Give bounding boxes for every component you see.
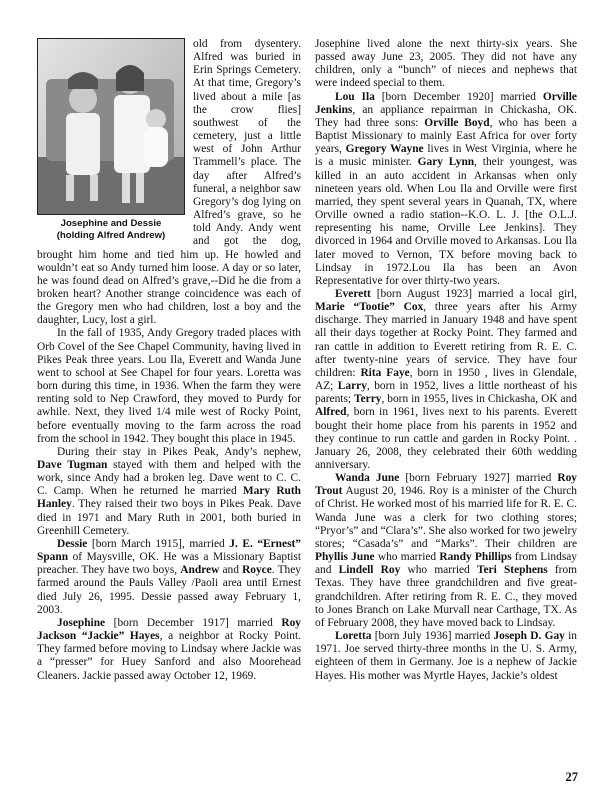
name-lou-ila: Lou Ila bbox=[335, 90, 375, 103]
name-dave-tugman: Dave Tugman bbox=[37, 459, 108, 471]
text-span: , born in 1952, lives a little northeast of his parents; bbox=[315, 380, 578, 406]
text-span: of Maysville, OK. He was a Missionary Baptist preacher. They have two boys, bbox=[37, 551, 301, 577]
photo-figure bbox=[37, 38, 185, 241]
caption-line-2: (holding Alfred Andrew) bbox=[56, 229, 166, 241]
caption-line-1: Josephine and Dessie bbox=[60, 218, 162, 229]
paragraph-josephine bbox=[37, 617, 301, 683]
photo-caption bbox=[37, 218, 185, 241]
paragraph-everett bbox=[315, 288, 577, 472]
name-gregory-wayne: Gregory Wayne bbox=[345, 143, 424, 156]
paragraph-wanda-june bbox=[315, 472, 577, 630]
name-joseph-gay: Joseph D. Gay bbox=[493, 630, 565, 643]
paragraph-loretta bbox=[315, 630, 577, 683]
text-span: in 1971. Joe served thirty-three months in the U. S. Army, eighteen of them in Germany. Joe is a nephew of Jackie Hayes. His mother was Myrtle Hayes, Jackie’s oldest bbox=[315, 630, 577, 682]
text-span: [born July 1936] married bbox=[371, 630, 494, 643]
name-terry: Terry bbox=[354, 393, 382, 406]
name-phyllis-june: Phyllis June bbox=[315, 551, 375, 564]
text-span: who married bbox=[374, 551, 440, 564]
name-randy-phillips: Randy Phillips bbox=[439, 551, 512, 564]
text-span: [born August 1923] married a local girl, bbox=[370, 287, 577, 300]
name-royce: Royce bbox=[242, 564, 272, 577]
name-josephine: Josephine bbox=[57, 616, 106, 629]
name-dessie: Dessie bbox=[57, 537, 88, 550]
name-mary-ruth-hanley: Mary Ruth Hanley bbox=[37, 485, 302, 511]
text-span: stayed with them and helped with the work, since Andy had a broken leg. Dave went to C. C. C. Camp. When he returned he married bbox=[37, 459, 301, 498]
name-rita-faye: Rita Faye bbox=[360, 366, 410, 379]
text-span: , who has been a Baptist Missionary to mainly East Africa for over forty years, bbox=[315, 116, 577, 156]
text-span: [born December 1917] married bbox=[105, 616, 282, 629]
page-number: 27 bbox=[565, 770, 578, 784]
name-orville-boyd: Orville Boyd bbox=[424, 116, 490, 129]
text-span: from Lindsay and bbox=[315, 551, 577, 577]
text-span: [born December 1920] married bbox=[374, 90, 543, 103]
paragraph-alfred: old from dysentery. Alfred was buried in Erin Springs Cemetery. At that time, Gregory’s lived about a mile [as the crow flies] southwest of the cemetery, just a little west of John Arthur Trammell’s place. The day after Alfred’s funeral, a neighbor saw Gregory’s dog lying on Alfred’s grave, so he told Andy. Andy went and got the dog, brought him home and tied him up. He howled and wouldn’t eat so Andy turned him loose. A day or so later, he was found dead on Alfred’s grave,--Did he die from a broken heart? Another strange coincidence was each of the Gregory men who had children, lost a boy and the daughter, Lucy, lost a girl. bbox=[37, 38, 301, 327]
name-gary-lynn: Gary Lynn bbox=[417, 156, 475, 169]
name-andrew: Andrew bbox=[180, 564, 220, 577]
text-span: . They raised their two boys in Pikes Peak. Dave died in 1971 and Mary Ruth in 2001, both buried in Greenhill Cemetery. bbox=[37, 498, 301, 537]
paragraph-lou-ila bbox=[315, 91, 577, 288]
photo-image bbox=[38, 39, 184, 214]
text-span: . They farmed around the Pauls Valley /Paoli area until Ernest died July 26, 1995. Dessie passed away February 1, 2003. bbox=[37, 564, 301, 616]
text-span: lives in West Virginia, where he is a music minister. bbox=[315, 143, 577, 169]
name-orville-jenkins: Orville Jenkins bbox=[315, 90, 577, 116]
text-span: , an appliance repairman in Chickasha, OK. They had three sons: bbox=[315, 103, 577, 129]
name-loretta: Loretta bbox=[335, 630, 372, 643]
name-roy-trout: Roy Trout bbox=[315, 472, 578, 498]
name-ernest-spann: J. E. “Ernest” Spann bbox=[37, 537, 301, 564]
text-span: , three years after his Army discharge. They married in January 1948 and have spent all their days together at Rocky Point. They farmed and ran cattle in addition to Everett retiring from R. E. C. after twenty-nine years of service. They have four children: bbox=[315, 301, 577, 379]
name-jackie-hayes: Roy Jackson “Jackie” Hayes bbox=[37, 616, 301, 643]
name-teri-stephens: Teri Stephens bbox=[476, 564, 548, 577]
text-span: During their stay in Pikes Peak, Andy’s nephew, bbox=[57, 445, 301, 458]
name-marie-cox: Marie “Tootie” Cox bbox=[315, 301, 424, 314]
text-span: , born in 1950 , lives in Glendale, AZ; bbox=[315, 366, 577, 393]
paragraph-josephine-cont: Josephine lived alone the next thirty-six years. She passed away June 23, 2005. They did not have any children, only a “bunch” of nieces and nephews that were indeed special to them. bbox=[315, 38, 577, 90]
right-column bbox=[315, 38, 577, 683]
paragraph-dessie bbox=[37, 538, 301, 617]
text-span: , born in 1961, lives next to his parents. Everett bought their home place from his parents in 1952 and they continue to run cattle and garden in Rocky Point. . January 26, 2008, they celebrated their 60th wedding anniversary. bbox=[315, 406, 577, 471]
text-span: and bbox=[219, 564, 243, 577]
family-photo bbox=[37, 38, 185, 215]
name-lindell-roy: Lindell Roy bbox=[338, 564, 401, 577]
paragraph-move-1935: In the fall of 1935, Andy Gregory traded places with Orb Covel of the See Chapel Community, having lived in Pikes Peak three years. Lou Ila, Everett and Wanda June went to school at See Chapel for four years. Loretta was born during this time, in 1936. When the farm they were renting sold to Nep Crawford, they moved to Purdy for awhile. Next, they lived 1/4 mile west of Rocky Point, before eventually moving to the farm across the road from the school in 1942. They bought this place in 1945. bbox=[37, 327, 301, 445]
name-alfred: Alfred bbox=[315, 406, 347, 419]
text-span: [born February 1927] married bbox=[399, 472, 558, 485]
text-span: , born in 1955, lives in Chickasha, OK and bbox=[381, 393, 577, 406]
text-span: , a neighbor at Rocky Point. They farmed before moving to Lindsay where Jackie was a “presser” for Huey Sanford and also Moorehead Cleaners. Jackie passed away October 12, 1969. bbox=[37, 630, 301, 682]
left-column bbox=[37, 38, 301, 683]
paragraph-dave-tugman bbox=[37, 446, 301, 538]
text-span: [born March 1915], married bbox=[87, 537, 230, 550]
text-span: who married bbox=[400, 564, 477, 577]
name-wanda-june: Wanda June bbox=[335, 472, 400, 485]
name-everett: Everett bbox=[335, 287, 371, 300]
text-span: , their youngest, was killed in an auto accident in Arkansas when only nineteen years old. When Lou Ila and Orville were first married, they spent several years in Quanah, TX, where Orville owned a radio station--K.O. L. J. [the O.L.J. representing his name, Orville Lee Jenkins]. They divorced in 1964 and Orville moved to Arkansas. Lou Ila later moved to Vernon, TX before moving back to Lindsay in 1972.Lou Ila has been an Avon Representative for over thirty-two years. bbox=[315, 156, 577, 287]
text-span: August 20, 1946. Roy is a minister of the Church of Christ. He worked most of his married life for R. E. C. Wanda June was a clerk for two clothing stores; “Pryor’s” and “Clara’s”. She also worked for two jewelry stores; “Casada’s” and “Marks”. Their children are bbox=[315, 485, 578, 550]
text-span: from Texas. They have three grandchildren and five great-grandchildren. After retiring from R. E. C., they moved to Jones Branch on Lake Murvall near Carthage, TX. As of February 2008, they have moved back to Lindsay. bbox=[315, 564, 577, 629]
name-larry: Larry bbox=[337, 380, 367, 393]
